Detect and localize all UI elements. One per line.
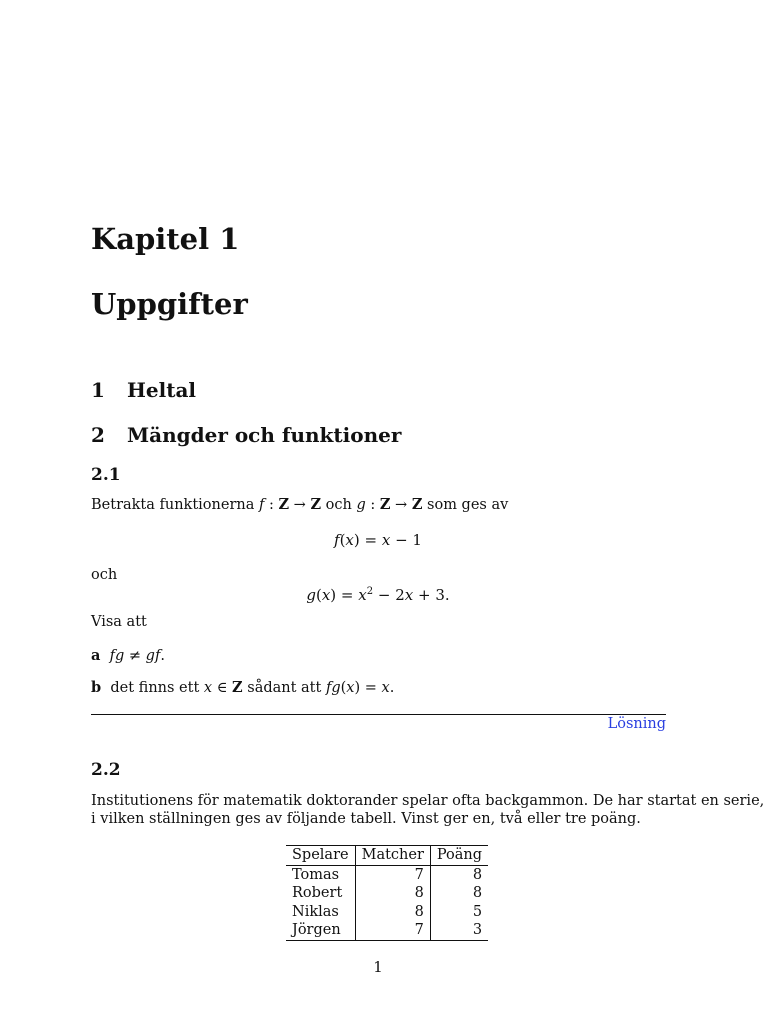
problem-heading: 2.1 bbox=[91, 465, 121, 485]
points-cell: 3 bbox=[430, 921, 488, 940]
horizontal-rule bbox=[91, 714, 666, 715]
section-title: Heltal bbox=[127, 378, 197, 402]
problem-text-line: i vilken ställningen ges av följande tabell. Vinst ger en, två eller tre poäng. bbox=[91, 811, 641, 827]
matches-cell: 7 bbox=[355, 921, 430, 940]
solution-link[interactable]: Lösning bbox=[607, 716, 666, 732]
chapter-label: Kapitel 1 bbox=[91, 222, 240, 256]
standings-table bbox=[286, 845, 488, 941]
player-cell: Jörgen bbox=[286, 921, 355, 940]
player-cell: Niklas bbox=[286, 903, 355, 922]
item-a: a fg ≠ gf. bbox=[91, 647, 165, 664]
points-cell: 8 bbox=[472, 885, 483, 901]
column-header: Spelare bbox=[286, 846, 355, 866]
table-row bbox=[286, 903, 488, 922]
section-number: 1 bbox=[91, 378, 105, 402]
column-header: Poäng bbox=[430, 846, 488, 866]
matches-cell: 8 bbox=[355, 884, 430, 903]
points-cell: 5 bbox=[472, 903, 483, 920]
item-label: a bbox=[91, 647, 101, 664]
connector-och: och bbox=[91, 567, 118, 583]
matches-cell: 7 bbox=[355, 865, 430, 884]
section-heading-mangder bbox=[91, 423, 401, 447]
page-number: 1 bbox=[373, 958, 383, 976]
table-row bbox=[286, 921, 488, 940]
item-label: b bbox=[91, 679, 102, 696]
problem-text-line: Institutionens för matematik doktorander spelar ofta backgammon. De har startat en serie, bbox=[91, 793, 765, 809]
player-cell: Tomas bbox=[286, 865, 355, 884]
matches-cell: 8 bbox=[355, 903, 430, 922]
visa-att: Visa att bbox=[91, 614, 147, 630]
item-b: b det finns ett x ∈ Z sådant att fg(x) = x. bbox=[91, 679, 395, 696]
equation-g: $g(x) = x^2 - 2x + 3$. bbox=[306, 586, 450, 604]
table-row bbox=[286, 884, 488, 903]
table-header-row bbox=[286, 846, 488, 866]
column-header: Matcher bbox=[355, 846, 430, 866]
section-number: 2 bbox=[91, 423, 105, 447]
player-cell: Robert bbox=[286, 884, 355, 903]
problem-intro: Betrakta funktionerna f : Z → Z och g : Z → Z som ges av bbox=[91, 496, 509, 513]
equation-f: f(x) = x − 1 bbox=[334, 531, 422, 549]
table-row bbox=[286, 865, 488, 884]
problem-heading: 2.2 bbox=[91, 760, 121, 780]
points-cell: 8 bbox=[472, 866, 483, 883]
chapter-title: Uppgifter bbox=[91, 287, 248, 321]
section-heading-heltal bbox=[91, 378, 196, 402]
section-title: Mängder och funktioner bbox=[127, 423, 402, 447]
